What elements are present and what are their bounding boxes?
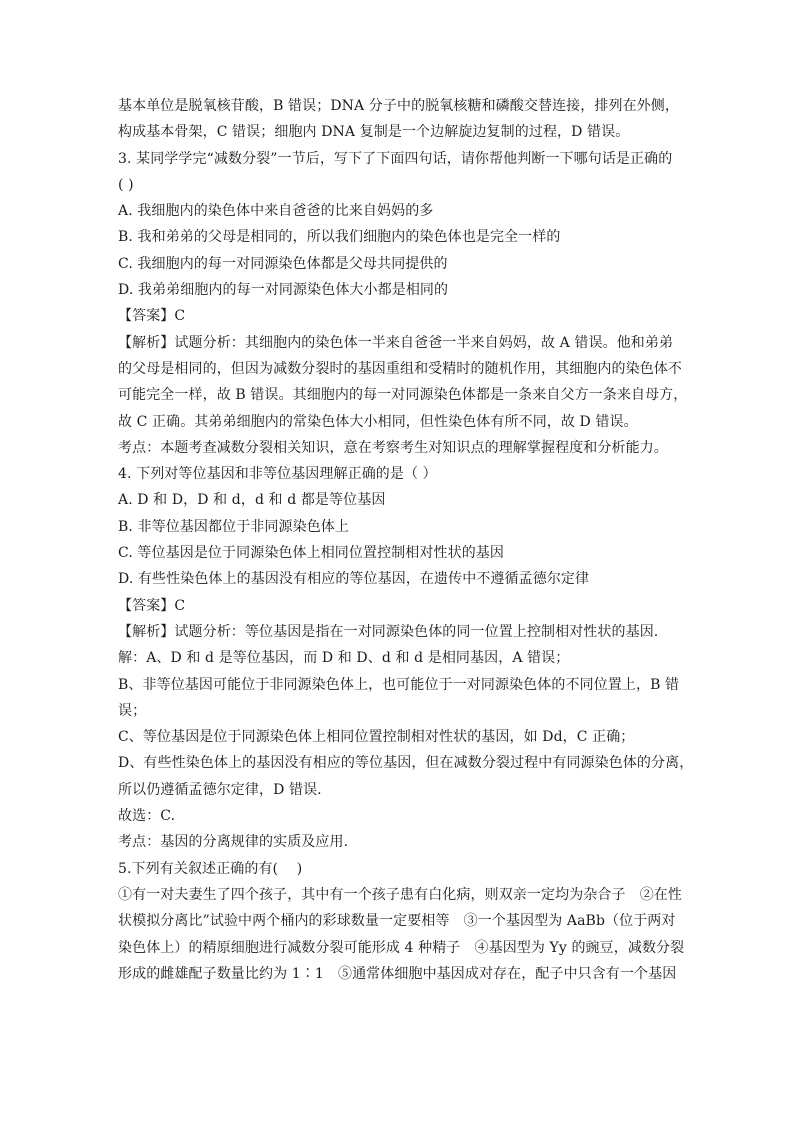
question-5-statements: ①有一对夫妻生了四个孩子，其中有一个孩子患有白化病，则双亲一定均为杂合子 ②在性 bbox=[118, 886, 682, 903]
text-line: D、有些性染色体上的基因没有相应的等位基因，但在减数分裂过程中有同源染色体的分离， bbox=[118, 755, 694, 772]
question-3-option-a: A. 我细胞内的染色体中来自爸爸的比来自妈妈的多 bbox=[118, 203, 434, 220]
text-line: 误； bbox=[118, 702, 147, 719]
question-4-option-a: A. D 和 D，D 和 d，d 和 d 都是等位基因 bbox=[118, 492, 386, 509]
question-3-option-c: C. 我细胞内的每一对同源染色体都是父母共同提供的 bbox=[118, 255, 448, 272]
text-line: C、等位基因是位于同源染色体上相同位置控制相对性状的基因，如 Dd，C 正确； bbox=[118, 729, 635, 746]
question-4-choice: 故选：C. bbox=[118, 808, 176, 825]
question-4-knowledge-point: 考点：基因的分离规律的实质及应用. bbox=[118, 834, 349, 851]
question-5-stem: 5.下列有关叙述正确的有( ) bbox=[118, 860, 303, 877]
document-page bbox=[118, 93, 694, 987]
text-line: 状模拟分离比”试验中两个桶内的彩球数量一定要相等 ③一个基因型为 AaBb（位于两对 bbox=[118, 913, 676, 930]
question-3-option-d: D. 我弟弟细胞内的每一对同源染色体大小都是相同的 bbox=[118, 282, 449, 299]
text-line: 形成的雌雄配子数量比约为 1∶1 ⑤通常体细胞中基因成对存在，配子中只含有一个基因 bbox=[118, 965, 677, 982]
question-4-option-d: D. 有些性染色体上的基因没有相应的等位基因，在遗传中不遵循孟德尔定律 bbox=[118, 571, 590, 588]
text-line: 构成基本骨架，C 错误；细胞内 DNA 复制是一个边解旋边复制的过程，D 错误。 bbox=[118, 124, 630, 141]
text-line: 基本单位是脱氧核苷酸，B 错误；DNA 分子中的脱氧核糖和磷酸交替连接，排列在外侧， bbox=[118, 98, 679, 114]
question-3-knowledge-point: 考点：本题考查减数分裂相关知识，意在考察考生对知识点的理解掌握程度和分析能力。 bbox=[118, 439, 668, 456]
question-3-stem: 3. 某同学学完“减数分裂”一节后，写下了下面四句话，请你帮他判断一下哪句话是正确的 bbox=[118, 150, 673, 167]
text-line: 的父母是相同的，但因为减数分裂时的基因重组和受精时的随机作用，其细胞内的染色体不 bbox=[118, 360, 682, 377]
text-line: 可能完全一样，故 B 错误。其细胞内的每一对同源染色体都是一条来自父方一条来自母方， bbox=[118, 387, 688, 404]
question-3-analysis: 【解析】试题分析：其细胞内的染色体一半来自爸爸一半来自妈妈，故 A 错误。他和弟弟 bbox=[118, 334, 674, 351]
question-4-answer: 【答案】C bbox=[118, 597, 186, 614]
question-4-analysis: 【解析】试题分析：等位基因是指在一对同源染色体的同一位置上控制相对性状的基因. bbox=[118, 623, 659, 640]
question-3-option-b: B. 我和弟弟的父母是相同的，所以我们细胞内的染色体也是完全一样的 bbox=[118, 229, 561, 246]
question-4-stem: 4. 下列对等位基因和非等位基因理解正确的是（ ） bbox=[118, 466, 437, 483]
text-line: 所以仍遵循孟德尔定律，D 错误. bbox=[118, 781, 322, 798]
question-4-option-c: C. 等位基因是位于同源染色体上相同位置控制相对性状的基因 bbox=[118, 545, 505, 562]
text-line: 故 C 正确。其弟弟细胞内的常染色体大小相同，但性染色体有所不同，故 D 错误。 bbox=[118, 413, 638, 430]
question-3-blank: ( ) bbox=[118, 176, 134, 193]
text-line: 解：A、D 和 d 是等位基因，而 D 和 D、d 和 d 是相同基因，A 错误； bbox=[118, 650, 570, 667]
question-4-option-b: B. 非等位基因都位于非同源染色体上 bbox=[118, 518, 349, 535]
question-3-answer: 【答案】C bbox=[118, 308, 186, 325]
text-line: B、非等位基因可能位于非同源染色体上，也可能位于一对同源染色体的不同位置上，B 错 bbox=[118, 676, 680, 693]
text-line: 染色体上）的精原细胞进行减数分裂可能形成 4 种精子 ④基因型为 Yy 的豌豆，减数分裂 bbox=[118, 939, 685, 956]
